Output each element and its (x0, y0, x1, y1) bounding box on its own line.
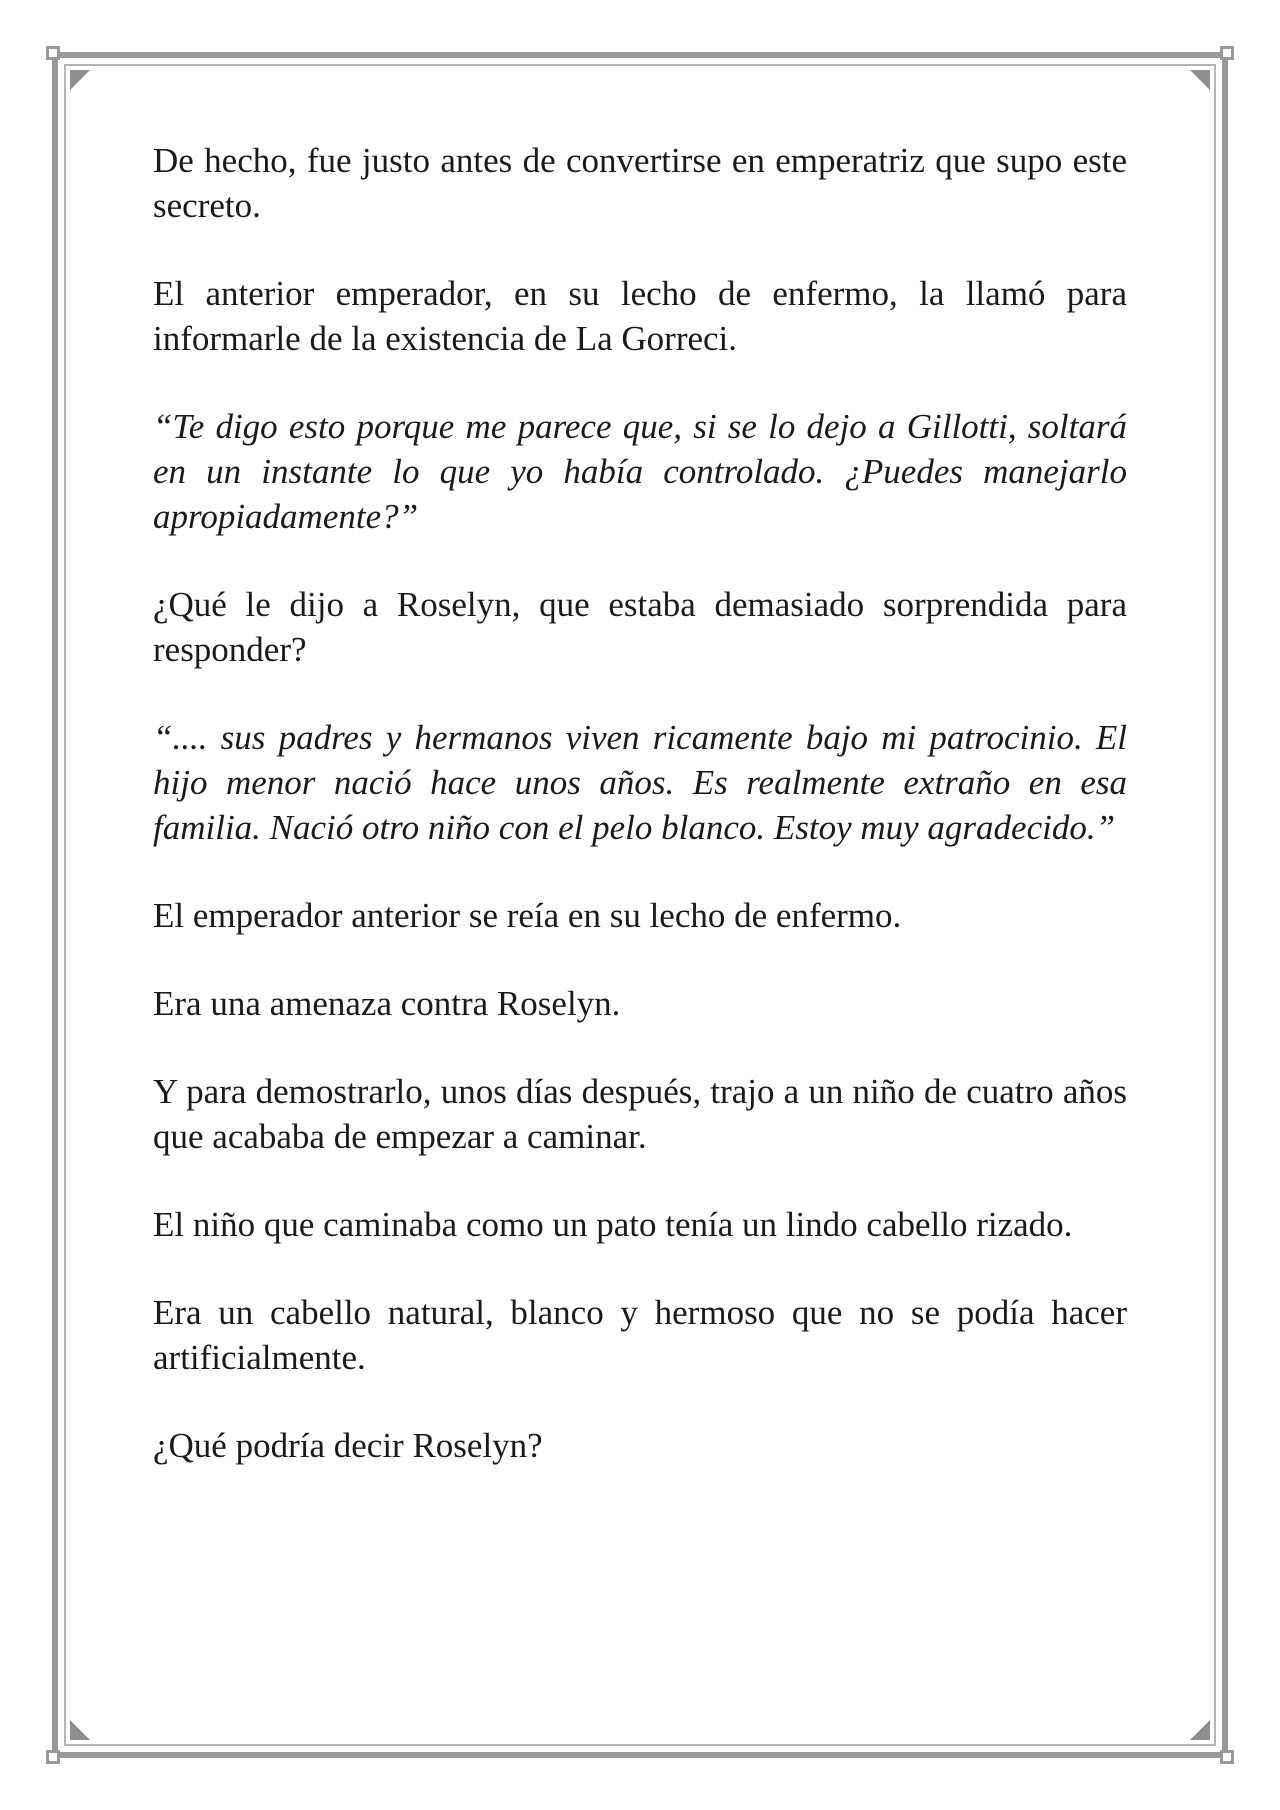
paragraph: El anterior emperador, en su lecho de enfermo, la llamó para informarle de la existencia de La Gorreci. (153, 274, 1127, 358)
paragraph-quote: “.... sus padres y hermanos viven ricamente bajo mi patrocinio. El hijo menor nació hace unos años. Es realmente extraño en esa familia. Nació otro niño con el pelo blanco. Estoy muy agradecido.” (153, 718, 1127, 847)
frame-corner-square-bottom-right (1220, 1750, 1234, 1764)
frame-corner-square-top-right (1220, 46, 1234, 60)
paragraph: De hecho, fue justo antes de convertirse en emperatriz que supo este secreto. (153, 141, 1127, 225)
paragraph-quote: “Te digo esto porque me parece que, si se lo dejo a Gillotti, soltará en un instante lo que yo había controlado. ¿Puedes manejarlo apropiadamente?” (153, 407, 1127, 536)
frame-corner-ornament-bottom-left (70, 1720, 90, 1740)
document-body (153, 138, 1127, 1511)
paragraph: Y para demostrarlo, unos días después, trajo a un niño de cuatro años que acababa de empezar a caminar. (153, 1072, 1127, 1156)
paragraph: El emperador anterior se reía en su lecho de enfermo. (153, 896, 902, 935)
paragraph: ¿Qué le dijo a Roselyn, que estaba demasiado sorprendida para responder? (153, 585, 1127, 669)
frame-corner-ornament-top-left (70, 70, 90, 90)
paragraph: Era un cabello natural, blanco y hermoso que no se podía hacer artificialmente. (153, 1293, 1127, 1377)
paragraph: El niño que caminaba como un pato tenía un lindo cabello rizado. (153, 1205, 1073, 1244)
paragraph: ¿Qué podría decir Roselyn? (153, 1426, 543, 1465)
paragraph: Era una amenaza contra Roselyn. (153, 984, 621, 1023)
frame-corner-square-top-left (46, 46, 60, 60)
frame-corner-square-bottom-left (46, 1750, 60, 1764)
frame-corner-ornament-top-right (1190, 70, 1210, 90)
frame-corner-ornament-bottom-right (1190, 1720, 1210, 1740)
